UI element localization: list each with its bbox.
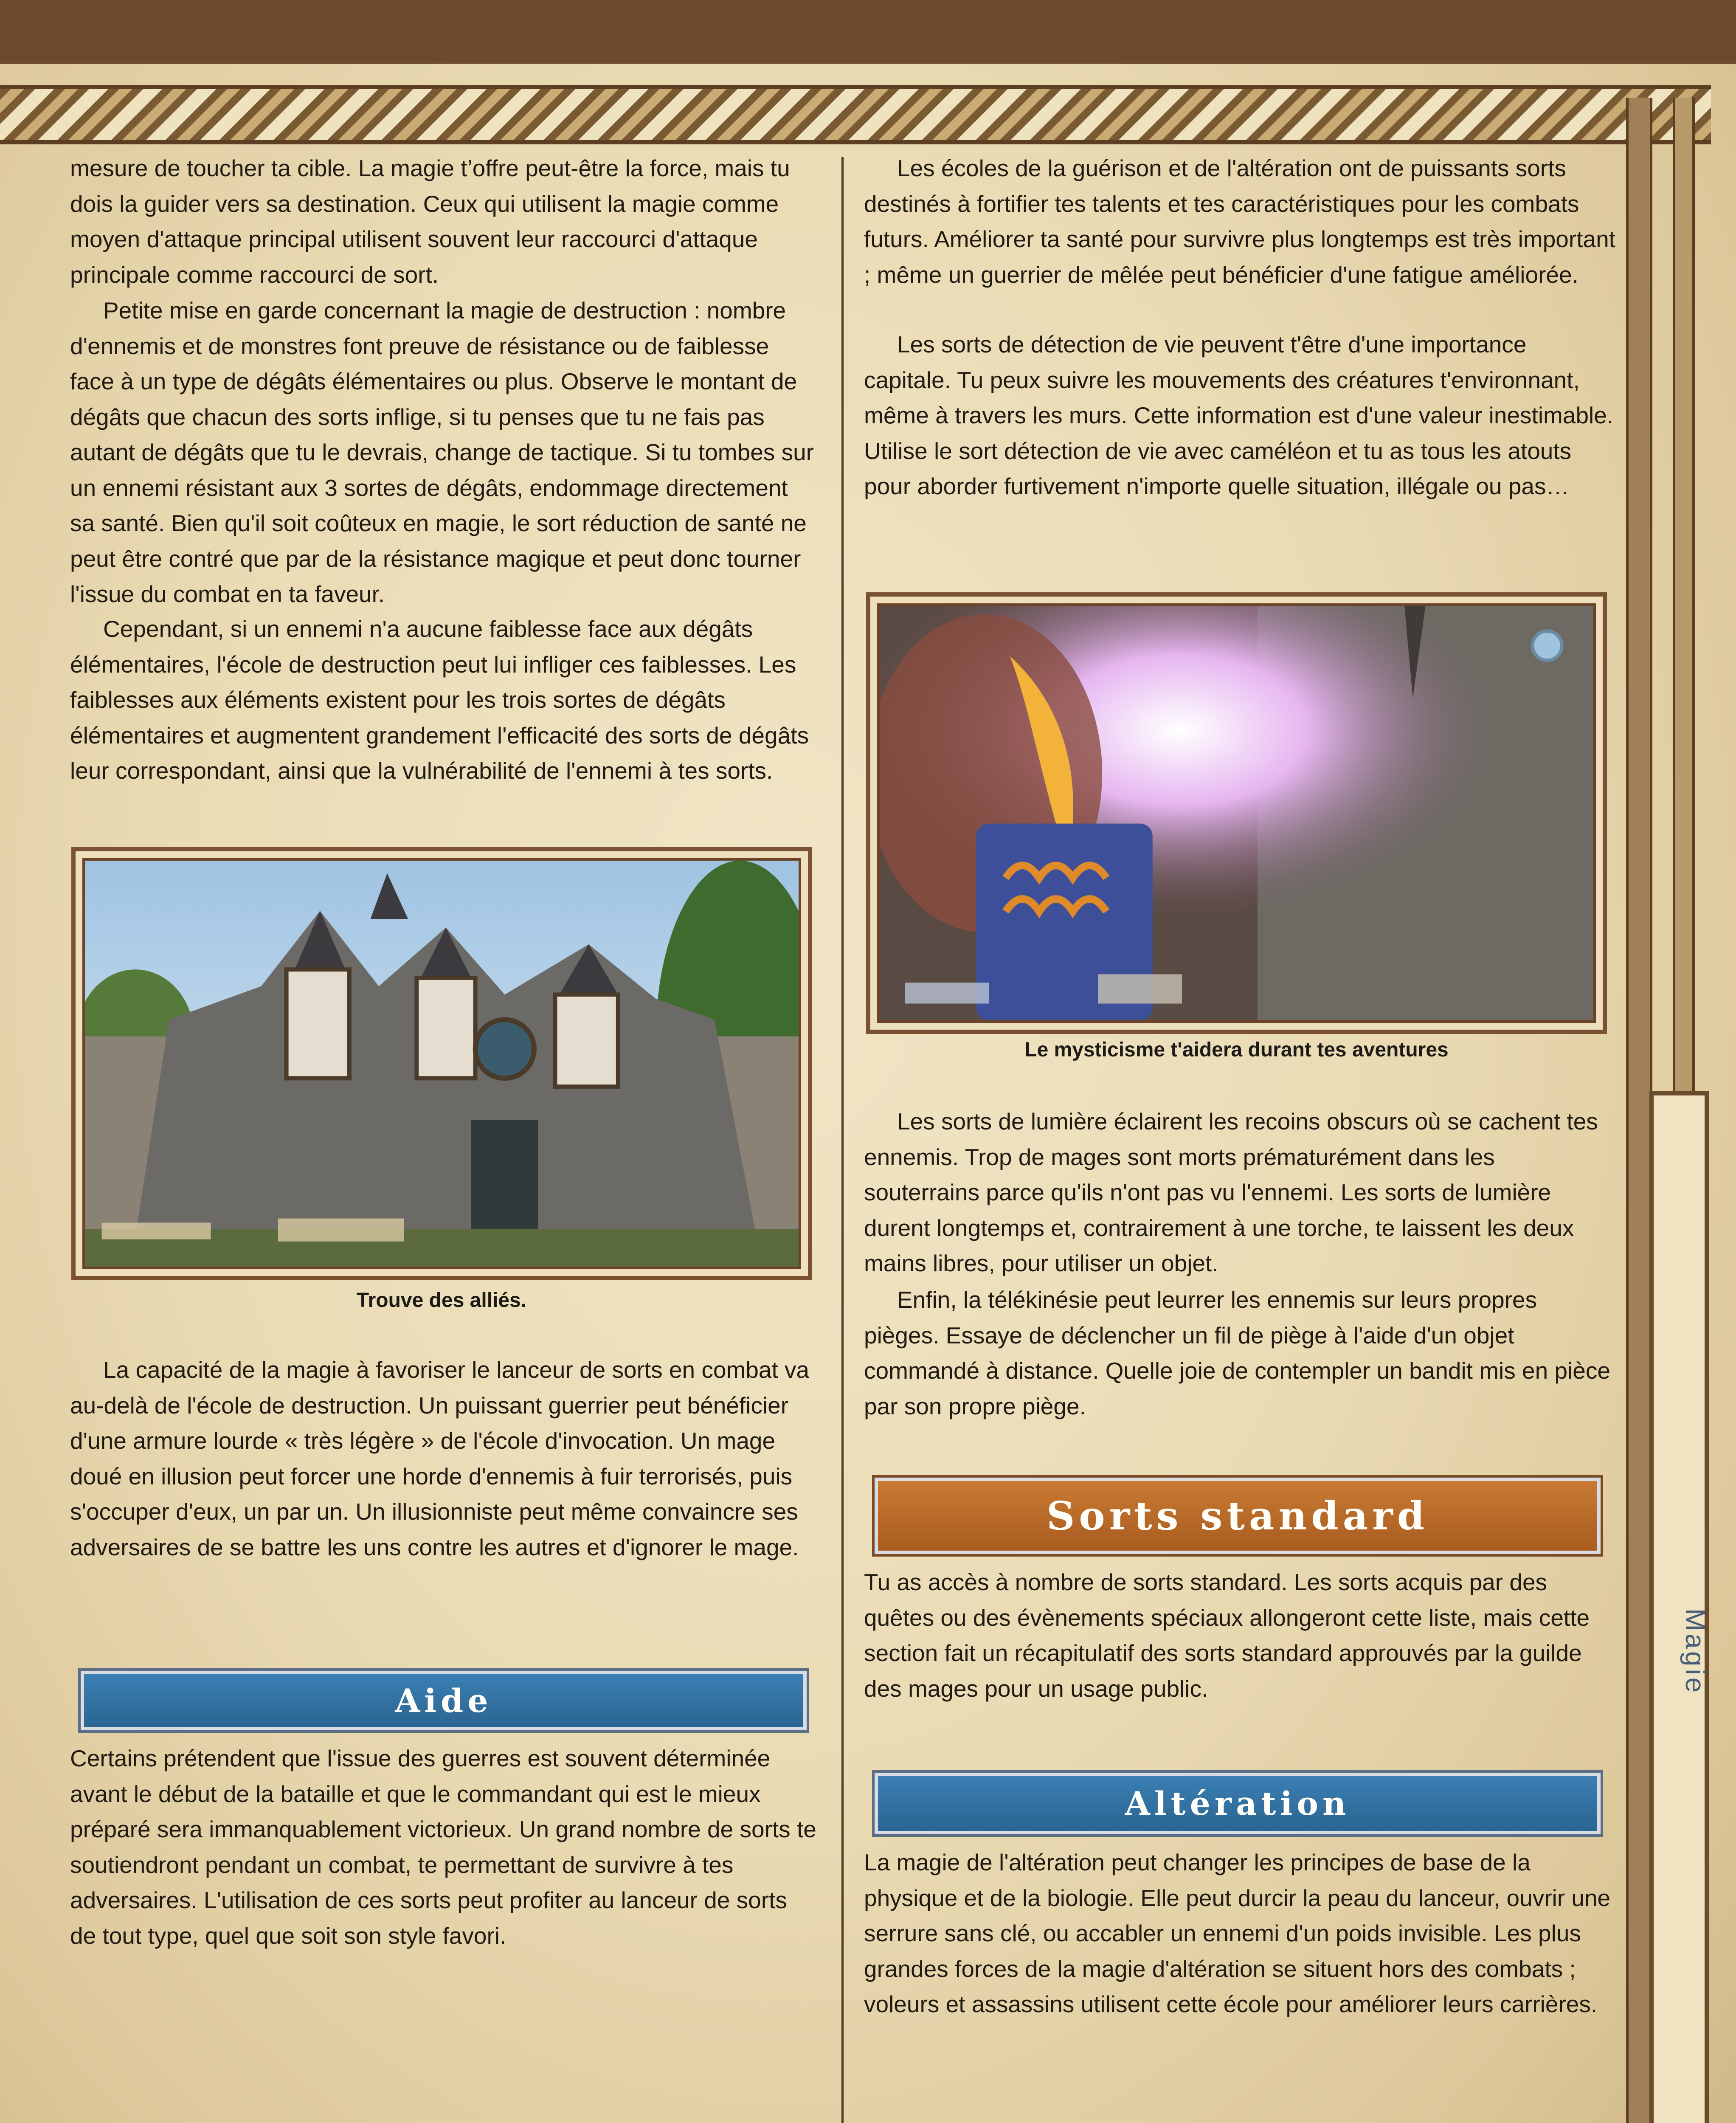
right-border-bar [1626,98,1652,2123]
heading-sorts-standard-label: Sorts standard [1046,1493,1429,1539]
castle-image [82,858,801,1269]
column-divider [841,157,844,2123]
left-paragraph-1: mesure de toucher ta cible. La magie t’offre peut-être la force, mais tu dois la guider vers sa destination. Ceux qui utilisent la magie comme moyen d'attaque principal utilisent souvent leur raccourci d'attaque principale comme raccourci de sort. [70,155,790,288]
heading-alteration [875,1773,1601,1834]
left-paragraph-2: Petite mise en garde concernant la magie de destruction : nombre d'ennemis et de monstres font preuve de résistance ou de faiblesse face à un type de dégâts élémentaires ou plus. Observe le montant de dégâts que chacun des sorts inflige, si tu penses que tu ne fais pas autant de dégâts que tu le devrais, change de tactique. Si tu tombes sur un ennemi résistant aux 3 sortes de dégâts, endommage directement sa santé. Bien qu'il soit coûteux en magie, le sort réduction de santé ne peut être contré que par de la résistance magique et peut donc tourner l'issue du combat en ta faveur. [70,297,814,607]
caption-cave: Le mysticisme t'aidera durant tes aventures [1024,1039,1449,1061]
right-paragraph-3: Les sorts de lumière éclairent les recoins obscurs où se cachent tes ennemis. Trop de mages sont morts prématurément dans les souterrains parce qu'ils n'ont pas vu l'ennemi. Les sorts de lumière durent longtemps et, contrairement à une torche, te laissent les deux mains libres, pour utiliser un objet. [864,1108,1598,1276]
screenshot-cave [866,592,1607,1034]
top-border-ornament [0,85,1711,144]
cave-image [877,603,1596,1023]
left-paragraph-4: La capacité de la magie à favoriser le lanceur de sorts en combat va au-delà de l'école de destruction. Un puissant guerrier peut bénéficier d'une armure lourde « très légère » de l'école d'invocation. Un mage doué en illusion peut forcer une horde d'ennemis à fuir terrorisés, puis s'occuper d'eux, un par un. Un illusionniste peut même convaincre ses adversaires de se battre les uns contre les autres et d'ignorer le mage. [70,1357,810,1560]
left-paragraph-5: Certains prétendent que l'issue des guerres est souvent déterminée avant le début de la bataille et que le commandant qui est le mieux préparé sera immanquablement victorieux. Un grand nombre de sorts te soutiendront pendant un combat, te permettant de survivre à tes adversaires. L'utilisation de ces sorts peut profiter au lanceur de sorts de tout type, quel que soit son style favori. [70,1745,816,1949]
right-paragraph-1: Les écoles de la guérison et de l'altération ont de puissants sorts destinés à fortifier tes talents et tes caractéristiques pour les combats futurs. Améliorer ta santé pour survivre plus longtemps est très important ; même un guerrier de mêlée peut bénéficier d'une fatigue améliorée. [864,155,1615,288]
right-paragraph-5: Tu as accès à nombre de sorts standard. Les sorts acquis par des quêtes ou des évènements spéciaux allongeront cette liste, mais cette section fait un récapitulatif des sorts standard approuvés par la guilde des mages pour un usage public. [864,1569,1590,1702]
right-paragraph-2: Les sorts de détection de vie peuvent t'être d'une importance capitale. Tu peux suivre les mouvements des créatures t'environnant, même à travers les murs. Cette information est d'une valeur inestimable. Utilise le sort détection de vie avec caméléon et tu as tous les atouts pour aborder furtivement n'importe quelle situation, illégale ou pas… [864,331,1614,499]
chapter-tab-label: Magie [1680,1608,1711,1695]
screenshot-castle [71,847,812,1280]
heading-alteration-label: Altération [1125,1785,1351,1822]
heading-sorts-standard [875,1478,1601,1554]
caption-castle: Trouve des alliés. [356,1289,527,1312]
right-paragraph-6: La magie de l'altération peut changer les principes de base de la physique et de la biologie. Elle peut durcir la peau du lanceur, ouvrir une serrure sans clé, ou accabler un ennemi d'un poids invisible. Les plus grandes forces de la magie d'altération se situent hors des combats ; voleurs et assassins utilisent cette école pour améliorer leurs carrières. [864,1849,1611,2017]
left-paragraph-3: Cependant, si un ennemi n'a aucune faiblesse face aux dégâts élémentaires, l'école de destruction peut lui infliger ces faiblesses. Les faiblesses aux éléments existent pour les trois sortes de dégâts élémentaires et augmentent grandement l'efficacité des sorts de dégâts leur correspondant, ainsi que la vulnérabilité de l'ennemi à tes sorts. [70,616,809,784]
heading-aide [81,1671,807,1730]
heading-aide-label: Aide [395,1681,492,1720]
right-paragraph-4: Enfin, la télékinésie peut leurrer les ennemis sur leurs propres pièges. Essaye de déclencher un fil de piège à l'aide d'un objet commandé à distance. Quelle joie de contempler un bandit mis en pièce par son propre piège. [864,1287,1610,1419]
